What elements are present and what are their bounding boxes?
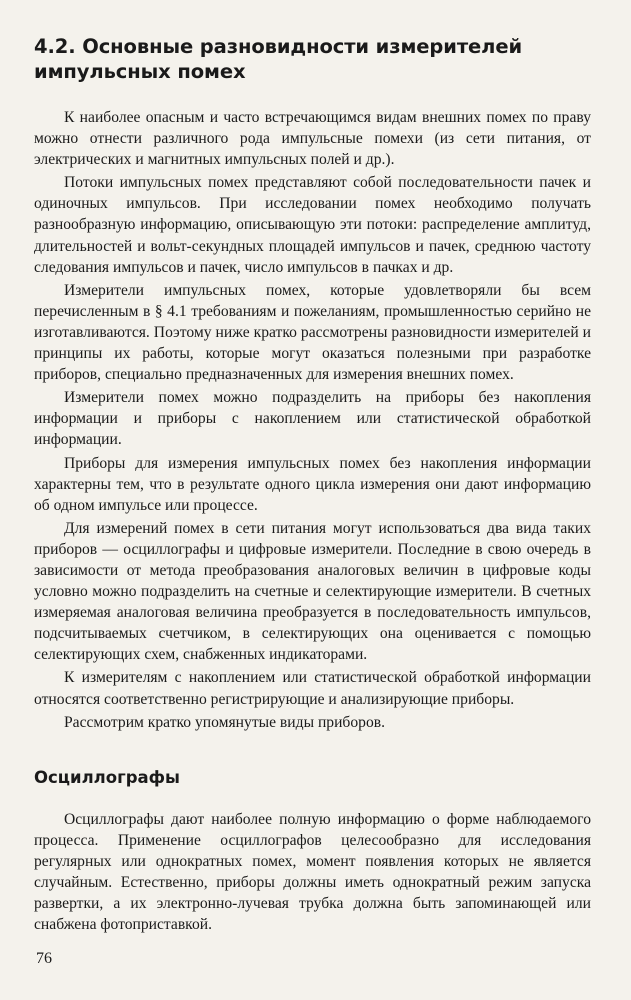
- paragraph-2: Потоки импульсных помех представляют собой последовательности пачек и одиночных импульсов. При исследовании помех необходимо получать разнообразную информацию, описывающую эти потоки: распределение амплитуд, длительностей и вольт-секундных площадей импульсов и пачек, среднюю частоту следования импульсов и пачек, число импульсов в пачках и др.: [34, 174, 591, 276]
- paragraph-1: К наиболее опасным и часто встречающимся видам внешних помех по праву можно отнести различного рода импульсные помехи (из сети питания, от электрических и магнитных импульсных полей и др.).: [34, 109, 591, 169]
- section-body: [34, 107, 591, 733]
- paragraph-4: Измерители помех можно подразделить на приборы без накопления информации и приборы с накоплением или статистической обработкой информации.: [34, 389, 591, 449]
- section-title-line2: импульсных помех: [34, 60, 246, 83]
- paragraph-8: Рассмотрим кратко упомянутые виды приборов.: [64, 713, 386, 731]
- paragraph-3: Измерители импульсных помех, которые удовлетворяли бы всем перечисленным в § 4.1 требованиям и пожеланиям, промышленностью серийно не изготавливаются. Поэтому ниже кратко рассмотрены разновидности измерителей и принципы их работы, которые могут оказаться полезными при разработке приборов, специально предназначенных для измерения внешних помех.: [34, 281, 591, 384]
- paragraph-6: Для измерений помех в сети питания могут использоваться два вида таких приборов — осциллографы и цифровые измерители. Последние в свою очередь в зависимости от метода преобразования аналоговых величин в цифровые коды условно можно подразделить на счетные и селектирующие измерители. В счетных измеряемая аналоговая величина преобразуется в последовательность импульсов, подсчитываемых счетчиком, в селектирующих она оценивается с помощью селектирующих схем, снабженных индикаторами.: [34, 519, 591, 664]
- page-number: 76: [36, 950, 52, 967]
- paragraph-7: К измерителям с накоплением или статистической обработкой информации относятся соответственно регистрирующие и анализирующие приборы.: [34, 669, 591, 708]
- section-title-line1: 4.2. Основные разновидности измерителей: [34, 35, 523, 58]
- subsection-paragraph-1: Осциллографы дают наиболее полную информацию о форме наблюдаемого процесса. Применение осциллографов целесообразно для исследования регулярных или однократных помех, момент появления которых не является случайным. Естественно, приборы должны иметь однократный режим запуска развертки, а их электронно-лучевая трубка должна быть запоминающей или снабжена фотоприставкой.: [34, 810, 591, 934]
- subsection-title: Осциллографы: [34, 767, 180, 787]
- subsection-body: [34, 809, 591, 936]
- section-title: [34, 34, 591, 84]
- paragraph-5: Приборы для измерения импульсных помех без накопления информации характерны тем, что в результате одного цикла измерения они дают информацию об одном импульсе или процессе.: [34, 454, 591, 514]
